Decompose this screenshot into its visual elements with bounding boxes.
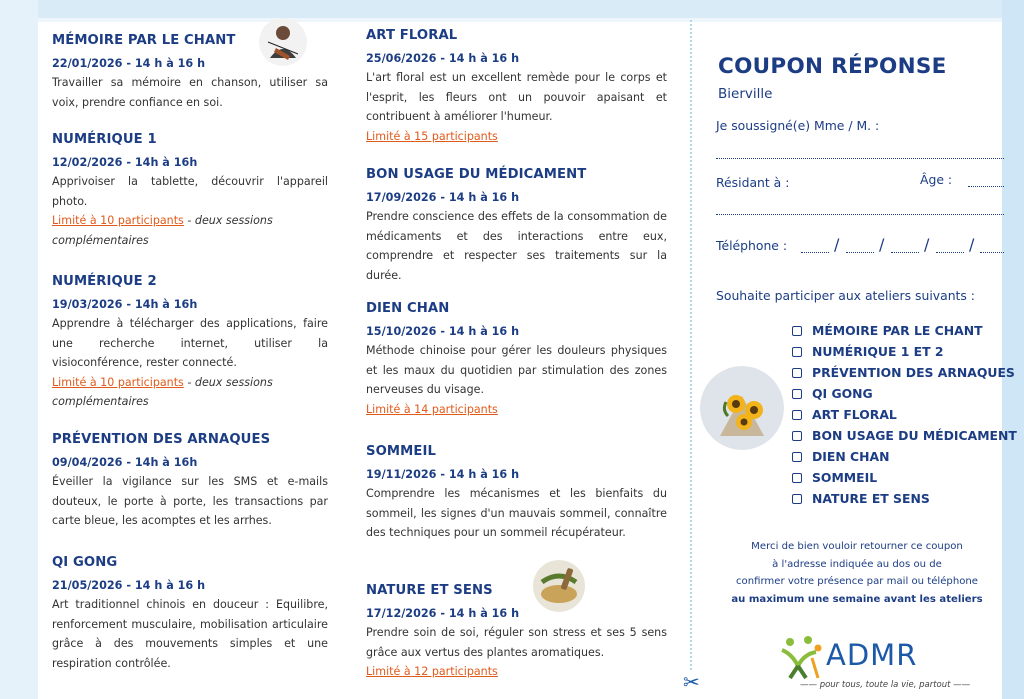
phone-separator: / — [879, 235, 885, 254]
checkbox-label: NUMÉRIQUE 1 ET 2 — [812, 344, 944, 359]
workshop-limit — [366, 127, 667, 147]
thanks-line: confirmer votre présence par mail ou téléphone — [735, 576, 979, 587]
workshop-title: BON USAGE DU MÉDICAMENT — [366, 167, 587, 182]
violin-photo — [258, 18, 308, 66]
limit-link[interactable]: Limité à 14 participants — [366, 402, 498, 416]
workshop-limit — [366, 400, 667, 420]
workshop-numerique-1 — [52, 132, 328, 250]
workshop-title: PRÉVENTION DES ARNAQUES — [52, 432, 271, 447]
phone-separator: / — [924, 235, 930, 254]
checkbox-dien-chan[interactable] — [792, 446, 1017, 467]
checkbox-icon[interactable] — [792, 410, 802, 420]
limit-extra: - deux sessions complémentaires — [52, 214, 273, 247]
checkbox-nature-sens[interactable] — [792, 488, 1017, 509]
resident-field[interactable] — [716, 214, 1004, 215]
checkbox-icon[interactable] — [792, 368, 802, 378]
checkbox-arnaques[interactable] — [792, 362, 1017, 383]
workshop-date: 19/03/2026 - 14h à 16h — [52, 298, 198, 311]
name-field[interactable] — [716, 158, 1004, 159]
checkbox-label: QI GONG — [812, 386, 873, 401]
name-label: Je soussigné(e) Mme / M. : — [716, 118, 880, 133]
workshop-title: DIEN CHAN — [366, 301, 450, 316]
phone-field-4[interactable] — [936, 252, 964, 253]
workshop-art-floral — [366, 28, 667, 146]
workshop-title: ART FLORAL — [366, 28, 458, 43]
checkbox-label: BON USAGE DU MÉDICAMENT — [812, 428, 1017, 443]
workshop-date: 12/02/2026 - 14h à 16h — [52, 156, 198, 169]
age-label: Âge : — [920, 172, 953, 187]
cut-line — [690, 20, 692, 670]
thanks-note — [712, 538, 1002, 608]
checkbox-icon[interactable] — [792, 347, 802, 357]
workshop-dien-chan — [366, 301, 667, 419]
workshop-description: Apprendre à télécharger des applications, faire une recherche internet, utiliser la visioconférence, rester connecté. — [52, 317, 328, 370]
workshop-nature-sens — [366, 583, 667, 682]
workshop-qi-gong — [52, 555, 328, 673]
checkbox-label: NATURE ET SENS — [812, 491, 930, 506]
checkbox-numerique[interactable] — [792, 341, 1017, 362]
workshop-description: Méthode chinoise pour gérer les douleurs physiques et les maux du quotidien par stimulation des zones nerveuses du visage. — [366, 344, 667, 397]
workshop-description: L'art floral est un excellent remède pour le corps et l'esprit, les fleurs ont un pouvoir apaisant et contribuent à améliorer l'humeur. — [366, 71, 667, 124]
checkbox-art-floral[interactable] — [792, 404, 1017, 425]
workshop-medicament — [366, 167, 667, 285]
workshop-title: NUMÉRIQUE 1 — [52, 132, 157, 147]
deadline-note: au maximum une semaine avant les ateliers — [731, 593, 983, 605]
workshop-date: 21/05/2026 - 14 h à 16 h — [52, 579, 206, 592]
workshop-date: 19/11/2026 - 14 h à 16 h — [366, 468, 520, 481]
limit-link[interactable]: Limité à 10 participants — [52, 375, 184, 389]
checkbox-medicament[interactable] — [792, 425, 1017, 446]
workshop-numerique-2 — [52, 274, 328, 412]
wish-label: Souhaite participer aux ateliers suivants : — [716, 288, 975, 303]
checkbox-icon[interactable] — [792, 431, 802, 441]
thanks-line: à l'adresse indiquée au dos ou de — [772, 558, 942, 570]
checkbox-label: PRÉVENTION DES ARNAQUES — [812, 365, 1015, 380]
checkbox-label: SOMMEIL — [812, 470, 878, 485]
checkbox-label: ART FLORAL — [812, 407, 897, 422]
workshop-title: SOMMEIL — [366, 444, 436, 459]
workshop-date: 17/09/2026 - 14 h à 16 h — [366, 191, 520, 204]
workshop-description: Prendre soin de soi, réguler son stress et ses 5 sens grâce aux vertus des plantes aromatiques. — [366, 626, 667, 659]
phone-separator: / — [834, 235, 840, 254]
workshop-date: 22/01/2026 - 14 h à 16 h — [52, 57, 206, 70]
resident-label: Résidant à : — [716, 175, 790, 190]
workshop-description: Apprivoiser la tablette, découvrir l'appareil photo. — [52, 175, 328, 208]
page-edge-top-inner — [0, 18, 1024, 22]
checkbox-icon[interactable] — [792, 494, 802, 504]
checkbox-label: MÉMOIRE PAR LE CHANT — [812, 323, 983, 338]
sunflowers-photo — [700, 366, 784, 450]
checkbox-icon[interactable] — [792, 326, 802, 336]
workshop-description: Travailler sa mémoire en chanson, utiliser sa voix, prendre confiance en soi. — [52, 76, 328, 109]
limit-link[interactable]: Limité à 15 participants — [366, 129, 498, 143]
workshop-arnaques — [52, 432, 328, 531]
workshop-title: QI GONG — [52, 555, 118, 570]
checkbox-icon[interactable] — [792, 473, 802, 483]
workshop-description: Éveiller la vigilance sur les SMS et e-mails douteux, le porte à porte, les transactions par carte bleue, les acomptes et les arrhes. — [52, 475, 328, 528]
tagline-text: pour tous, toute la vie, partout — [819, 680, 951, 690]
workshop-date: 09/04/2026 - 14h à 16h — [52, 456, 198, 469]
workshop-description: Art traditionnel chinois en douceur : Equilibre, renforcement musculaire, mobilisation articulaire grâce à des mouvements simples et une respiration contrôlée. — [52, 598, 328, 670]
workshop-description: Comprendre les mécanismes et les bienfaits du sommeil, les signes d'un mauvais sommeil, connaître des techniques pour un sommeil récupérateur. — [366, 487, 667, 540]
brand-name: ADMR — [826, 638, 918, 672]
limit-extra: - deux sessions complémentaires — [52, 375, 273, 409]
workshop-checkbox-list — [792, 320, 1017, 509]
workshop-description: Prendre conscience des effets de la consommation de médicaments et des interactions entre eux, comprendre et respecter ses traitements sur la durée. — [366, 210, 667, 282]
workshop-limit — [52, 373, 328, 412]
coupon-town: Bierville — [718, 86, 773, 102]
phone-field-5[interactable] — [980, 252, 1004, 253]
workshop-limit — [366, 662, 667, 682]
brand-tagline: —— pour tous, toute la vie, partout —— — [800, 680, 971, 690]
phone-label: Téléphone : — [716, 238, 788, 253]
phone-field-1[interactable] — [801, 252, 829, 253]
page-edge-top — [0, 0, 1024, 18]
limit-link[interactable]: Limité à 10 participants — [52, 214, 184, 228]
workshop-title: NUMÉRIQUE 2 — [52, 274, 157, 289]
workshop-date: 25/06/2026 - 14 h à 16 h — [366, 52, 520, 65]
page-edge-left — [0, 0, 38, 699]
thanks-line: Merci de bien vouloir retourner ce coupon — [751, 541, 963, 552]
age-field[interactable] — [968, 186, 1004, 187]
workshop-title: NATURE ET SENS — [366, 583, 493, 598]
checkbox-label: DIEN CHAN — [812, 449, 890, 464]
checkbox-qi-gong[interactable] — [792, 383, 1017, 404]
workshop-title: MÉMOIRE PAR LE CHANT — [52, 33, 236, 48]
checkbox-sommeil[interactable] — [792, 467, 1017, 488]
coupon-title: COUPON RÉPONSE — [718, 54, 947, 79]
checkbox-icon[interactable] — [792, 389, 802, 399]
phone-field-2[interactable] — [846, 252, 874, 253]
workshop-date: 15/10/2026 - 14 h à 16 h — [366, 325, 520, 338]
workshop-date: 17/12/2026 - 14 h à 16 h — [366, 607, 520, 620]
phone-separator: / — [969, 235, 975, 254]
workshop-sommeil — [366, 444, 667, 543]
limit-link[interactable]: Limité à 12 participants — [366, 665, 498, 679]
phone-field-3[interactable] — [891, 252, 919, 253]
workshop-limit — [52, 211, 328, 250]
checkbox-memoire[interactable] — [792, 320, 1017, 341]
checkbox-icon[interactable] — [792, 452, 802, 462]
scissors-icon: ✂ — [683, 670, 700, 694]
herbs-photo — [532, 560, 586, 612]
